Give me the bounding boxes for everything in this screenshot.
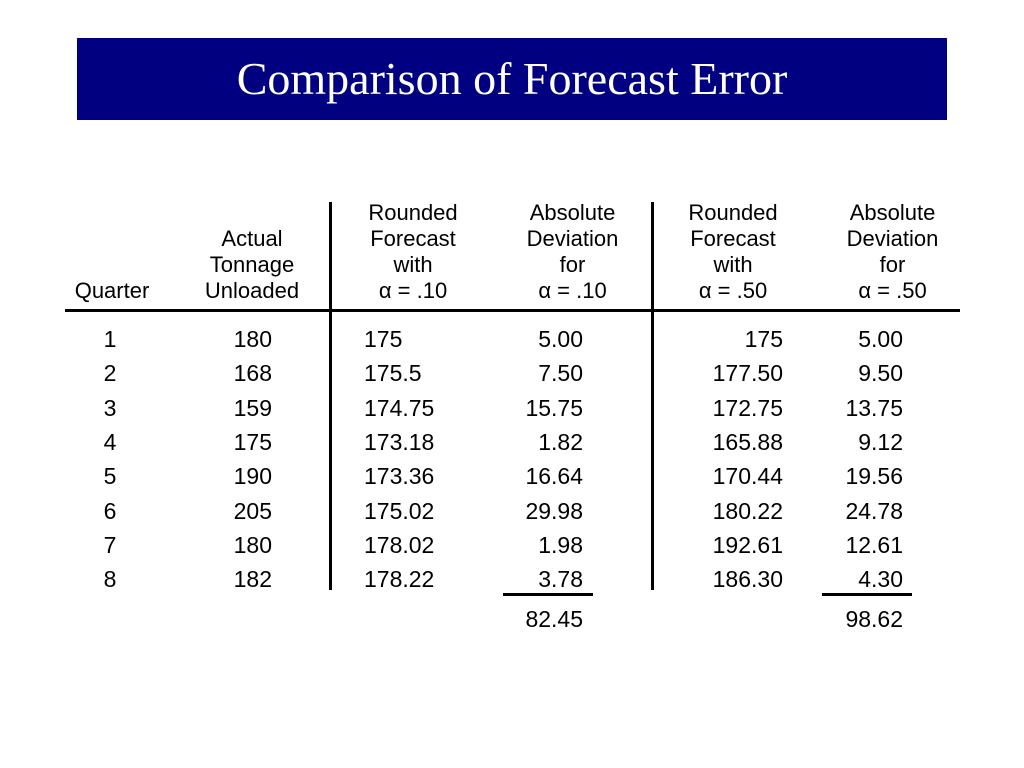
header-forecast-10-line-1: Rounded [368,200,458,225]
header-forecast-10-line-2: Forecast [370,226,456,251]
cell-forecast-alpha-10: 173.36 [364,463,435,490]
header-forecast-10-line-4: α = .10 [378,278,448,303]
cell-deviation-alpha-50: 5.00 [858,326,903,352]
cell-actual: 180 [233,531,272,558]
cell-quarter: 7 [103,531,117,558]
cell-quarter: 2 [103,360,117,387]
cell-forecast-alpha-50: 177.50 [712,360,783,387]
cell-quarter: 8 [103,566,117,593]
header-deviation-10 [505,200,640,304]
header-forecast-50-line-3: with [713,252,753,277]
cell-forecast-alpha-10: 174.75 [364,394,435,421]
cell-deviation-alpha-10: 29.98 [525,497,583,524]
total-deviation-alpha-10: 82.45 [525,606,583,632]
header-deviation-10-line-3: for [559,252,586,277]
cell-deviation-alpha-10: 5.00 [538,326,583,352]
cell-forecast-alpha-10: 175.5 [364,360,422,387]
cell-forecast-alpha-50: 192.61 [712,531,783,558]
cell-forecast-alpha-50: 180.22 [712,497,783,524]
header-forecast-50 [668,200,798,304]
header-deviation-50-line-4: α = .50 [858,278,927,303]
cell-forecast-alpha-10: 175.02 [364,497,435,524]
cell-actual: 159 [233,394,272,421]
header-deviation-10-line-4: α = .10 [538,278,607,303]
header-forecast-50-line-4: α = .50 [698,278,768,303]
header-actual-line-3: Unloaded [204,278,300,303]
cell-deviation-alpha-10: 16.64 [525,463,583,490]
cell-deviation-alpha-50: 4.30 [858,566,903,593]
cell-quarter: 6 [103,497,117,524]
header-actual-line-1: Actual [221,226,283,251]
header-deviation-50-line-1: Absolute [849,200,936,225]
cell-forecast-alpha-50: 186.30 [712,566,783,593]
cell-forecast-alpha-10: 178.22 [364,566,435,593]
cell-deviation-alpha-10: 3.78 [538,566,583,593]
cell-forecast-alpha-10: 175 [364,326,403,352]
header-forecast-10-line-3: with [393,252,433,277]
cell-actual: 190 [233,463,272,490]
cell-forecast-alpha-50: 172.75 [712,394,783,421]
header-deviation-10-line-2: Deviation [526,226,619,251]
header-forecast-50-line-2: Forecast [690,226,776,251]
header-deviation-10-line-1: Absolute [529,200,616,225]
cell-forecast-alpha-50: 175 [744,326,783,352]
header-rule [65,309,960,312]
cell-forecast-alpha-10: 178.02 [364,531,435,558]
column-divider-left [329,202,332,590]
header-deviation-50 [825,200,960,304]
cell-actual: 168 [233,360,272,387]
cell-actual: 175 [233,428,272,455]
header-actual [192,226,312,304]
cell-quarter: 4 [103,428,117,455]
cell-quarter: 1 [103,326,117,352]
header-deviation-50-line-3: for [879,252,906,277]
cell-forecast-alpha-50: 165.88 [712,428,783,455]
header-quarter [62,278,162,304]
total-deviation-alpha-50: 98.62 [845,606,903,632]
header-actual-line-2: Tonnage [209,252,295,277]
cell-deviation-alpha-50: 13.75 [845,394,903,421]
header-quarter-line-1: Quarter [74,278,150,303]
header-forecast-10 [348,200,478,304]
cell-forecast-alpha-10: 173.18 [364,428,435,455]
cell-actual: 180 [233,326,272,352]
cell-actual: 205 [233,497,272,524]
column-divider-right [651,202,654,590]
header-deviation-50-line-2: Deviation [846,226,939,251]
cell-quarter: 5 [103,463,117,490]
cell-deviation-alpha-50: 12.61 [845,531,903,558]
header-forecast-50-line-1: Rounded [688,200,778,225]
cell-actual: 182 [233,566,272,593]
cell-deviation-alpha-50: 9.50 [858,360,903,387]
cell-deviation-alpha-50: 19.56 [845,463,903,490]
cell-deviation-alpha-10: 1.98 [538,531,583,558]
cell-deviation-alpha-10: 1.82 [538,428,583,455]
title-banner [77,38,947,120]
cell-deviation-alpha-10: 15.75 [525,394,583,421]
cell-quarter: 3 [103,394,117,421]
cell-deviation-alpha-50: 24.78 [845,497,903,524]
cell-deviation-alpha-50: 9.12 [858,428,903,455]
cell-deviation-alpha-10: 7.50 [538,360,583,387]
cell-forecast-alpha-50: 170.44 [712,463,783,490]
page-title: Comparison of Forecast Error [236,53,788,104]
